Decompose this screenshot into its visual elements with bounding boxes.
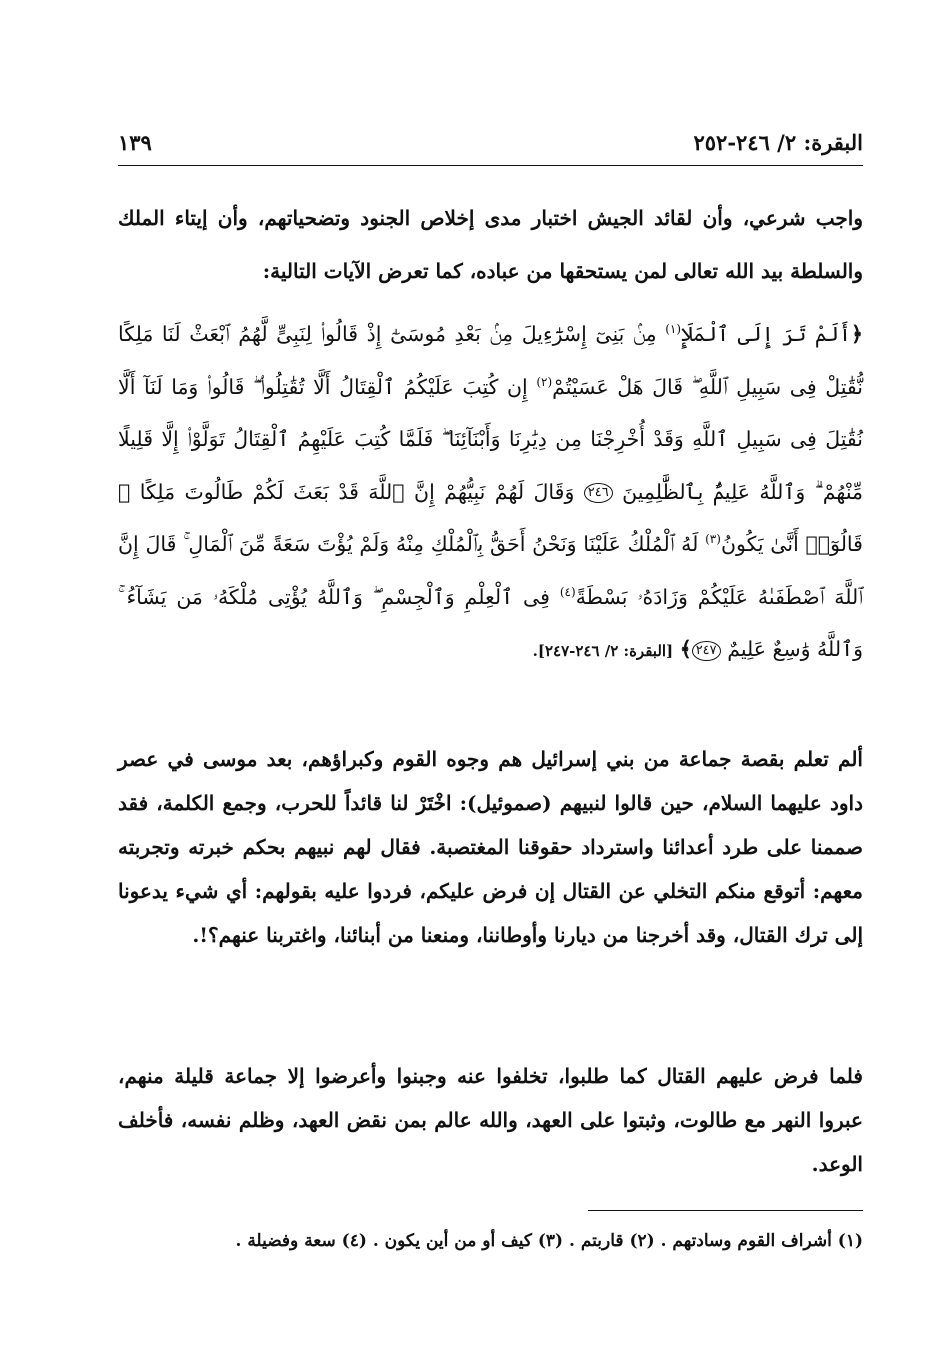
quran-verses [118, 308, 863, 678]
verse-segment: إِن كُتِبَ عَلَيْكُمُ ٱلْقِتَالُ أَلَّا تُقَٰتِلُوا۟ ۖ قَالُوا۟ وَمَا لَنَآ أَلَّا نُقَٰتِلَ فِى سَبِيلِ ٱللَّهِ وَقَدْ أُخْرِجْنَا مِن دِيَٰرِنَا وَأَبْنَآئِنَا ۖ فَلَمَّا كُتِبَ عَلَيْهِمُ ٱلْقِتَالُ تَوَلَّوْا۟ إِلَّا قَلِيلًا مِّنْهُمْ ۗ وَٱللَّهُ عَلِيمٌۢ بِٱلظَّٰلِمِينَ [118, 374, 864, 504]
verse-segment: وَقَالَ لَهُمْ نَبِيُّهُمْ إِنَّ ٱللَّهَ قَدْ بَعَثَ لَكُمْ طَالُوتَ مَلِكًا ۚ قَالُوٓا۟ أَنَّىٰ يَكُونُ [118, 479, 863, 556]
footnote-divider [588, 1210, 863, 1211]
page-header [118, 120, 863, 164]
commentary-paragraph-1: ألم تعلم بقصة جماعة من بني إسرائيل هم وجوه القوم وكبراؤهم، بعد موسى في عصر داود عليهما السلام، حين قالوا لنبيهم (صموئيل): اخْتَرْ لنا قائداً للحرب، وجمع الكلمة، فقد صممنا على طرد أعدائنا واسترداد حقوقنا المغتصبة. فقال لهم نبيهم بحكم خبرته وتجربته معهم: أتوقع منكم التخلي عن القتال إن فرض عليكم، فردوا عليه بقولهم: أي شيء يدعونا إلى ترك القتال، وقد أخرجنا من ديارنا وأوطاننا، ومنعنا من أبنائنا، واغتربنا عنهم؟!. [118, 747, 863, 947]
verse-segment: أَلَمْ تَرَ إِلَى ٱلْمَلَإِ [681, 322, 851, 346]
footnotes: (١) أشراف القوم وسادتهم . (٢) قاربتم . (٣) كيف أو من أين يكون . (٤) سعة وفضيلة . [235, 1231, 863, 1251]
quran-close-bracket: ﴾ [679, 637, 692, 661]
header-divider [118, 165, 863, 166]
verse-number-marker: ٢٤٧ [692, 641, 721, 661]
commentary-paragraph-2: فلما فرض عليهم القتال كما طلبوا، تخلفوا عنه وجبنوا وأعرضوا إلا جماعة قليلة منهم، عبروا النهر مع طالوت، وثبتوا على العهد، والله عالم بمن نقض العهد، وظلم نفسه، فأخلف الوعد. [118, 1064, 863, 1176]
verse-segment: لَهُ ٱلْمُلْكُ عَلَيْنَا وَنَحْنُ أَحَقُّ بِٱلْمُلْكِ مِنْهُ وَلَمْ يُؤْتَ سَعَةً مِّنَ ٱلْمَالِ ۚ قَالَ إِنَّ ٱللَّهَ ٱصْطَفَىٰهُ عَلَيْكُمْ وَزَادَهُۥ بَسْطَةً [118, 532, 863, 609]
footnote-marker: (٤) [559, 584, 576, 599]
running-title: البقرة: ٢/ ٢٤٦-٢٥٢ [693, 129, 863, 155]
footnote-marker: (١) [665, 322, 682, 337]
intro-paragraph: واجب شرعي، وأن لقائد الجيش اختبار مدى إخلاص الجنود وتضحياتهم، وأن إيتاء الملك والسلطة بيد الله تعالى لمن يستحقها من عباده، كما تعرض الآيات التالية: [118, 206, 863, 283]
quran-open-bracket: ﴿ [850, 322, 863, 346]
footnote-marker: (٢) [536, 374, 553, 389]
verse-number-marker: ٢٤٦ [584, 483, 613, 503]
quran-reference: [البقرة: ٢/ ٢٤٦-٢٤٧]. [532, 642, 674, 660]
verse-segment: فِى ٱلْعِلْمِ وَٱلْجِسْمِ ۖ وَٱللَّهُ يُؤْتِى مُلْكَهُۥ مَن يَشَآءُ ۚ وَٱللَّهُ وَٰسِعٌ عَلِيمٌ [118, 584, 863, 661]
footnote-marker: (٣) [705, 532, 721, 547]
verse-segment: مِنۢ بَنِىٓ إِسْرَٰٓءِيلَ مِنۢ بَعْدِ مُوسَىٰٓ إِذْ قَالُوا۟ لِنَبِىٍّ لَّهُمُ ٱبْعَثْ لَنَا مَلِكًا نُّقَٰتِلْ فِى سَبِيلِ ٱللَّهِ ۖ قَالَ هَلْ عَسَيْتُمْ [118, 322, 864, 399]
page-number: ١٣٩ [118, 129, 152, 155]
